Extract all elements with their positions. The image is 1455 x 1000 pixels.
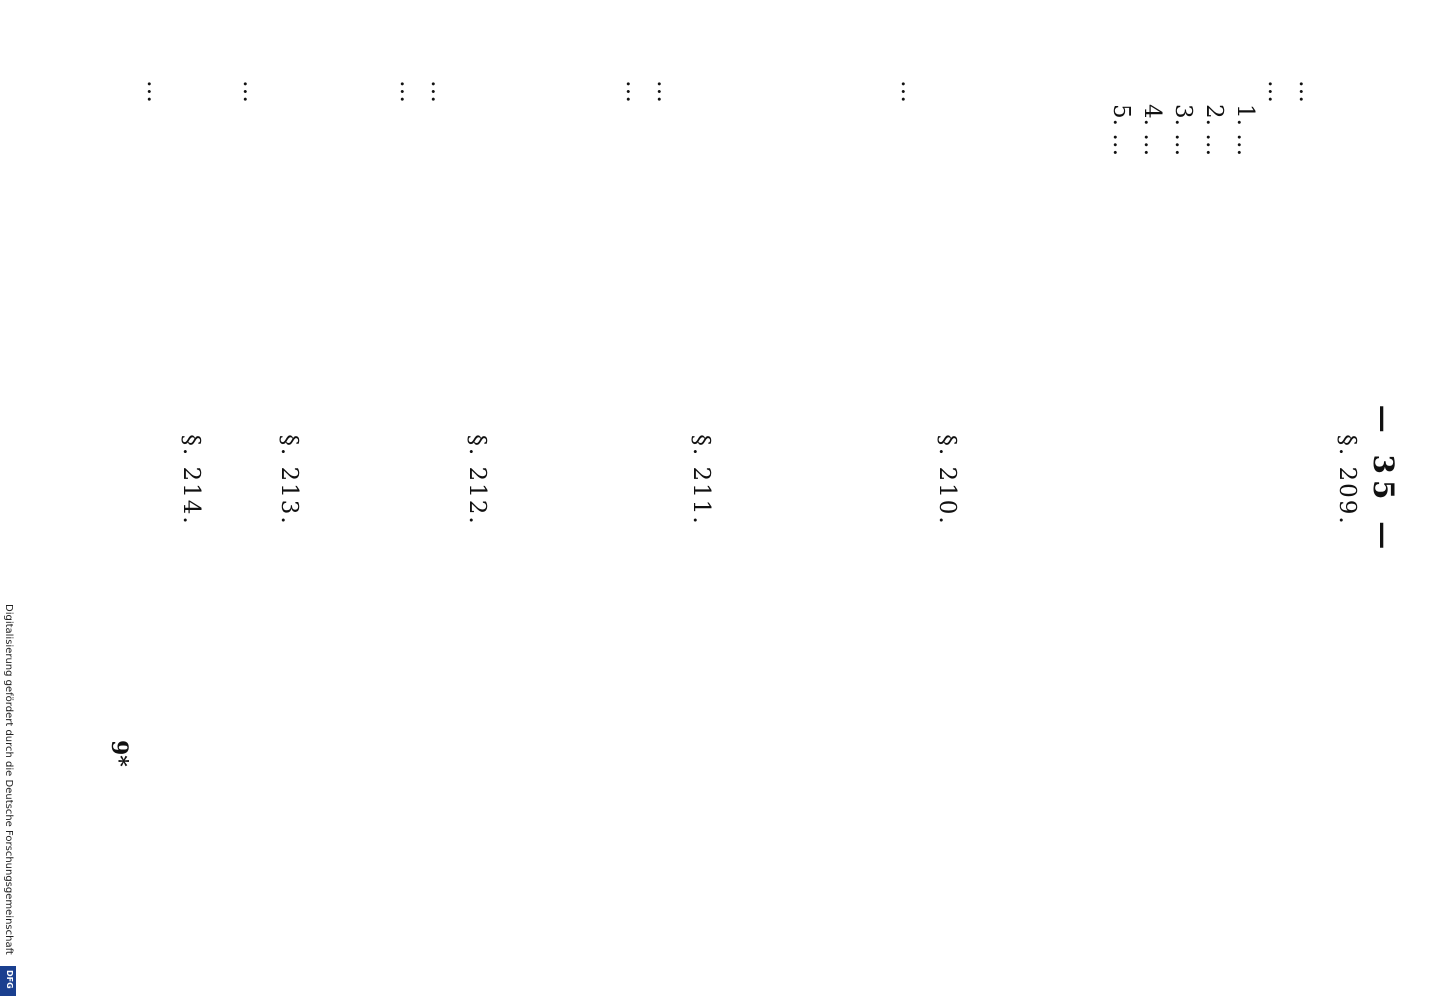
section-212-heading: §. 212. <box>464 434 490 526</box>
dfg-logo <box>0 966 16 996</box>
dfg-logo-text: DFG <box>5 970 14 989</box>
section-214-text: … <box>142 80 168 103</box>
section-209-item-3: 3. … <box>1170 104 1196 157</box>
section-210-text: … <box>896 80 922 103</box>
section-213-heading: §. 213. <box>276 434 302 526</box>
section-211-text-2: … <box>621 80 647 103</box>
section-209-item-5: 5. … <box>1108 104 1134 157</box>
section-211-heading: §. 211. <box>688 434 714 526</box>
section-209-item-2: 2. … <box>1201 104 1227 157</box>
section-209-text <box>1105 80 1322 880</box>
section-214-heading: §. 214. <box>178 434 204 526</box>
digitization-note-text: Digitalisierung gefördert durch die Deutsche Forschungsgemeinschaft <box>3 604 14 955</box>
section-209-equal: … <box>1263 80 1289 103</box>
page-number-header: — 35 — <box>1367 404 1400 556</box>
signature-mark: 9* <box>106 740 132 767</box>
rotated-page-content <box>100 20 1400 940</box>
section-209-intro: … <box>1294 80 1320 103</box>
section-211-text-1: … <box>652 80 678 103</box>
section-209-item-1: 1. … <box>1232 104 1258 157</box>
section-211-text <box>618 80 680 880</box>
section-210-heading: §. 210. <box>934 434 960 526</box>
section-212-text <box>392 80 454 880</box>
section-209-item-4: 4. … <box>1139 104 1165 157</box>
section-212-text-1: … <box>426 80 452 103</box>
digitization-note <box>2 604 16 996</box>
section-213-text: … <box>238 80 264 103</box>
section-212-text-2: … <box>395 80 421 103</box>
section-209-heading: §. 209. <box>1334 434 1360 526</box>
